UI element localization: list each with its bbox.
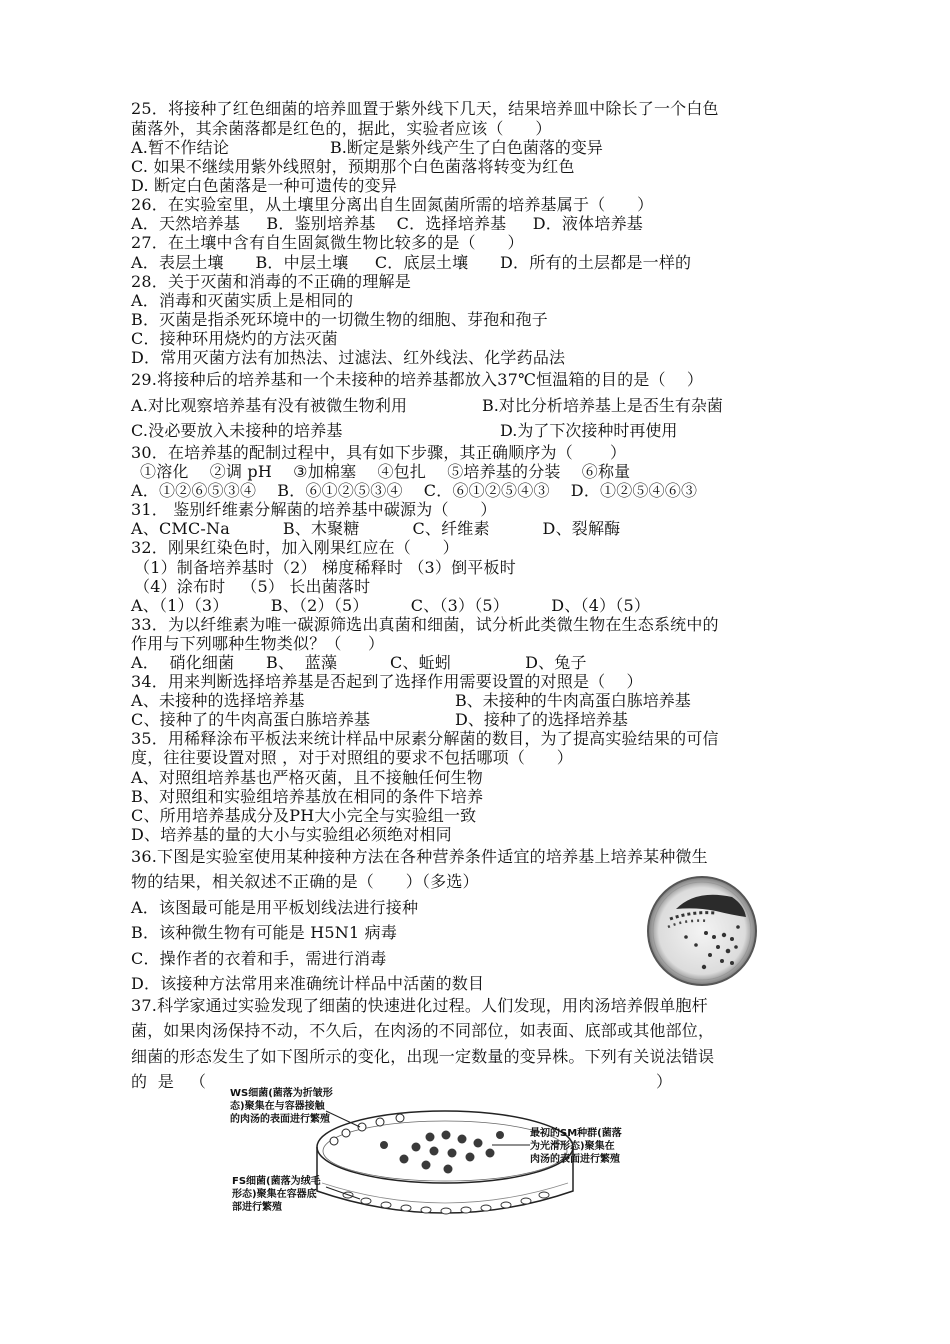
q30-steps: ①溶化 ②调 pH ③加棉塞 ④包扎 ⑤培养基的分装 ⑥称量 <box>140 462 631 481</box>
q25-option-d: D. 断定白色菌落是一种可遗传的变异 <box>131 176 398 195</box>
q34-option-c: C、接种了的牛肉高蛋白胨培养基 <box>131 710 371 729</box>
broth-dish-figure <box>230 1087 680 1237</box>
q37-stem-line2: 菌，如果肉汤保持不动，不久后，在肉汤的不同部位，如表面、底部或其他部位， <box>131 1021 715 1040</box>
q29-option-c: C.没必要放入未接种的培养基 <box>131 421 343 440</box>
q36-option-b: B．该种微生物有可能是 H5N1 病毒 <box>131 923 398 942</box>
sm-population-label: 最初的SM种群(菌落 为光滑形态)聚集在 肉汤的表面进行繁殖 <box>530 1128 622 1165</box>
q31-options: A、CMC-Na B、木聚糖 C、纤维素 D、裂解酶 <box>131 519 621 538</box>
q34-stem: 34．用来判断选择培养基是否起到了选择作用需要设置的对照是（ ） <box>131 672 643 691</box>
q29-option-b: B.对比分析培养基上是否生有杂菌 <box>482 396 723 415</box>
q34-option-b: B、未接种的牛肉高蛋白胨培养基 <box>455 691 691 710</box>
q35-stem-line1: 35．用稀释涂布平板法来统计样品中尿素分解菌的数目，为了提高实验结果的可信 <box>131 729 719 748</box>
q35-stem-line2: 度，往往要设置对照 ，对于对照组的要求不包括哪项（ ） <box>131 748 574 767</box>
q36-option-c: C．操作者的衣着和手，需进行消毒 <box>131 949 387 968</box>
q35-option-b: B、对照组和实验组培养基放在相同的条件下培养 <box>131 787 484 806</box>
q34-option-a: A、未接种的选择培养基 <box>131 691 305 710</box>
q34-option-d: D、接种了的选择培养基 <box>455 710 628 729</box>
q28-option-b: B．灭菌是指杀死环境中的一切微生物的细胞、芽孢和孢子 <box>131 310 548 329</box>
q36-option-a: A．该图最可能是用平板划线法进行接种 <box>131 898 419 917</box>
q32-line1: （1）制备培养基时（2） 梯度稀释时 （3）倒平板时 <box>134 558 516 577</box>
q26-stem: 26．在实验室里，从土壤里分离出自生固氮菌所需的培养基属于（ ） <box>131 195 654 214</box>
q28-option-c: C．接种环用烧灼的方法灭菌 <box>131 329 338 348</box>
fs-bacteria-label: FS细菌(菌落为绒毛 形态)聚集在容器底 部进行繁殖 <box>232 1176 321 1213</box>
q37-stem-line1: 37.科学家通过实验发现了细菌的快速进化过程。人们发现，用肉汤培养假单胞杆 <box>131 996 708 1015</box>
q33-stem-line1: 33．为以纤维素为唯一碳源筛选出真菌和细菌，试分析此类微生物在生态系统中的 <box>131 615 719 634</box>
q32-line2: （4）涂布时 （5） 长出菌落时 <box>134 577 371 596</box>
q35-option-d: D、培养基的量的大小与实验组必须绝对相同 <box>131 825 452 844</box>
q25-stem-line1: 25．将接种了红色细菌的培养皿置于紫外线下几天，结果培养皿中除长了一个白色 <box>131 99 719 118</box>
q25-stem-line2: 菌落外，其余菌落都是红色的，据此，实验者应该（ ） <box>131 119 552 138</box>
q30-stem: 30．在培养基的配制过程中，具有如下步骤，其正确顺序为（ ） <box>131 443 627 462</box>
q30-options: A．①②⑥⑤③④ B．⑥①②⑤③④ C．⑥①②⑤④③ D．①②⑤④⑥③ <box>131 481 698 500</box>
q37-stem-line4-left: 的 是 （ <box>131 1072 207 1091</box>
q28-option-a: A．消毒和灭菌实质上是相同的 <box>131 291 354 310</box>
q35-option-c: C、所用培养基成分及PH大小完全与实验组一致 <box>131 806 477 825</box>
streak-plate-image <box>646 875 758 987</box>
q36-stem-line2: 物的结果，相关叙述不正确的是（ ）（多选） <box>131 872 479 891</box>
q28-stem: 28．关于灭菌和消毒的不正确的理解是 <box>131 272 411 291</box>
q37-stem-line3: 细菌的形态发生了如下图所示的变化，出现一定数量的变异株。下列有关说法错误 <box>131 1047 715 1066</box>
q37-stem-line4-right: ） <box>656 1072 673 1091</box>
q27-options: A．表层土壤 B．中层土壤 C．底层土壤 D．所有的土层都是一样的 <box>131 253 692 272</box>
q33-stem-line2: 作用与下列哪种生物类似？（ ） <box>131 634 385 653</box>
q28-option-d: D．常用灭菌方法有加热法、过滤法、红外线法、化学药品法 <box>131 348 566 367</box>
q27-stem: 27．在土壤中含有自生固氮微生物比较多的是（ ） <box>131 233 524 252</box>
q32-stem: 32．刚果红染色时，加入刚果红应在（ ） <box>131 538 459 557</box>
q36-option-d: D．该接种方法常用来准确统计样品中活菌的数目 <box>131 974 485 993</box>
q25-option-a: A.暂不作结论 <box>131 138 230 157</box>
q36-stem-line1: 36.下图是实验室使用某种接种方法在各种营养条件适宜的培养基上培养某种微生 <box>131 847 708 866</box>
q25-option-c: C. 如果不继续用紫外线照射，预期那个白色菌落将转变为红色 <box>131 157 575 176</box>
q31-stem: 31． 鉴别纤维素分解菌的培养基中碳源为（ ） <box>131 500 497 519</box>
q33-options: A． 硝化细菌 B、 蓝藻 C、蚯蚓 D、兔子 <box>131 653 587 672</box>
q29-stem: 29.将接种后的培养基和一个未接种的培养基都放入37℃恒温箱的目的是（ ） <box>131 370 704 389</box>
q29-option-d: D.为了下次接种时再使用 <box>500 421 678 440</box>
q26-options: A．天然培养基 B．鉴别培养基 C．选择培养基 D．液体培养基 <box>131 214 643 233</box>
q35-option-a: A、对照组培养基也严格灭菌，且不接触任何生物 <box>131 768 483 787</box>
ws-bacteria-label: WS细菌(菌落为折皱形 态)聚集在与容器接触 的肉汤的表面进行繁殖 <box>230 1088 333 1125</box>
q29-option-a: A.对比观察培养基有没有被微生物利用 <box>131 396 408 415</box>
q25-option-b: B.断定是紫外线产生了白色菌落的变异 <box>330 138 603 157</box>
q32-options: A、（1）（3） B、（2）（5） C、（3）（5） D、（4）（5） <box>131 596 651 615</box>
